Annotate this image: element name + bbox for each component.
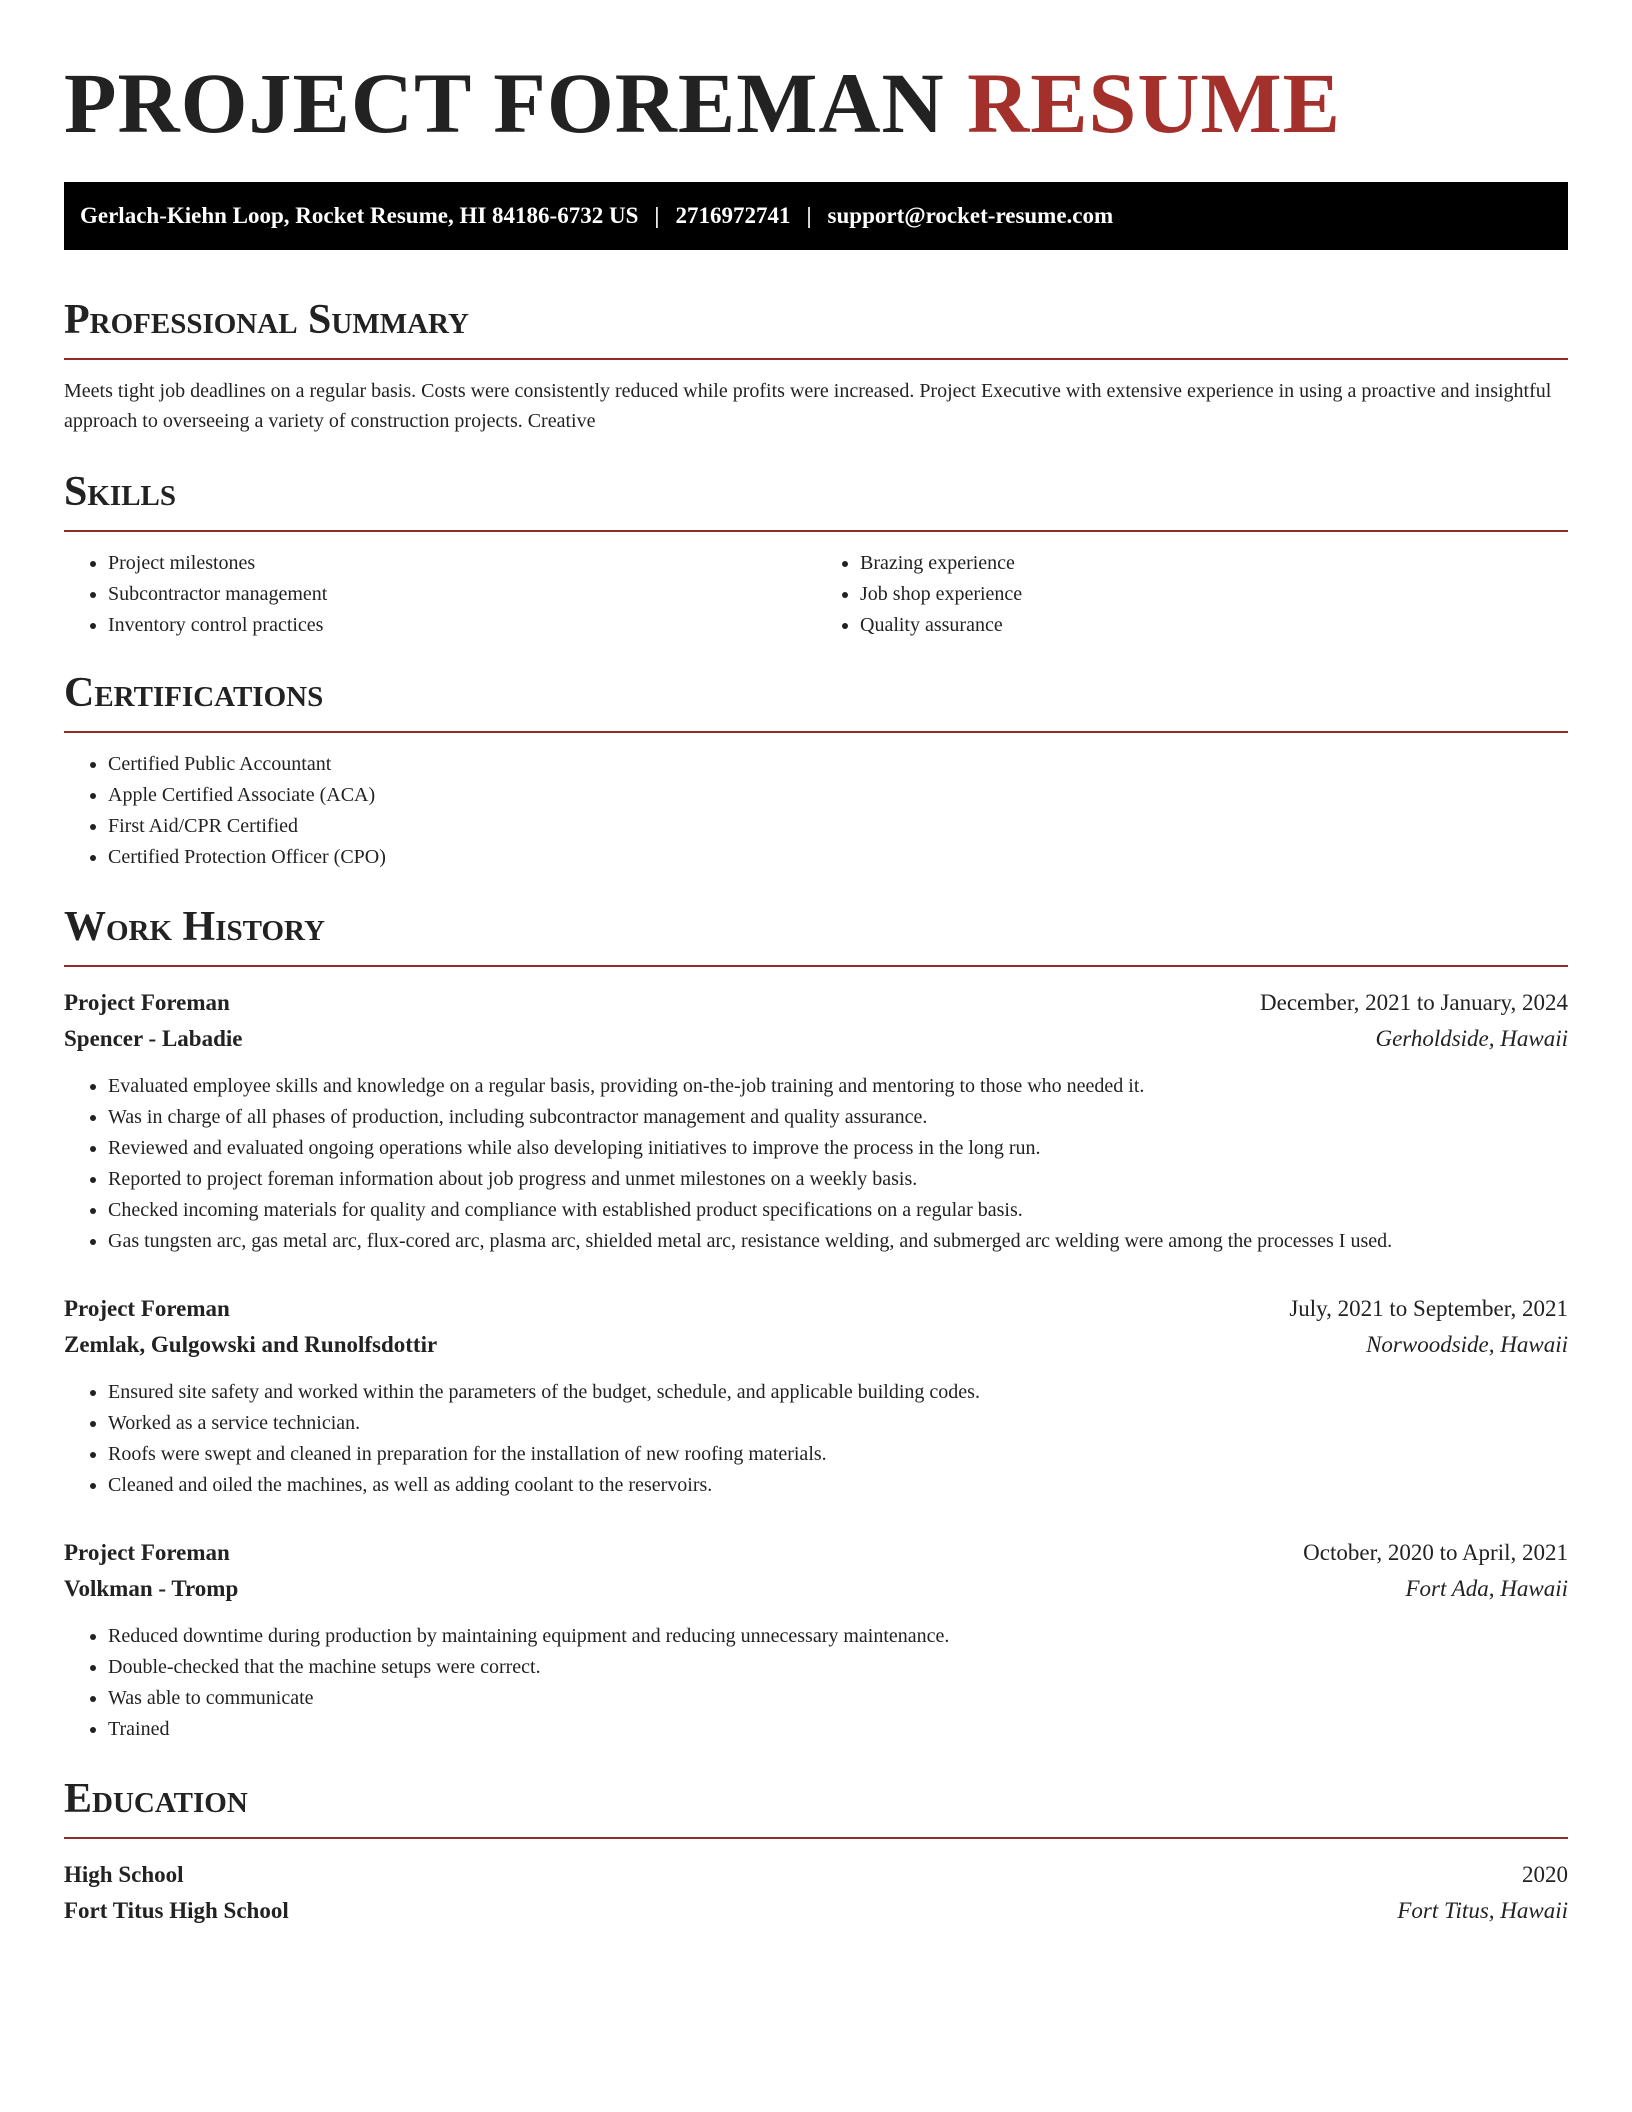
job-duty: • Roofs were swept and cleaned in preparation for the installation of new roofing materials. (108, 1439, 1568, 1470)
job-duty: • Reported to project foreman information about job progress and unmet milestones on a weekly basis. (108, 1164, 1568, 1195)
contact-separator: | (654, 203, 660, 228)
education-location: Fort Titus, Hawaii (1397, 1898, 1568, 1923)
education-school: Fort Titus High School (64, 1898, 289, 1923)
skill-item: • Job shop experience (860, 579, 1568, 610)
job-duties-list (64, 1071, 1568, 1257)
skills-column-right (816, 548, 1568, 641)
job-duty: • Ensured site safety and worked within the parameters of the budget, schedule, and applicable building codes. (108, 1377, 1568, 1408)
job-title: Project Foreman (64, 990, 230, 1015)
job-header-row (64, 1535, 1568, 1571)
skill-item: • Quality assurance (860, 610, 1568, 641)
certification-item: • First Aid/CPR Certified (108, 811, 1568, 842)
education-header-row (64, 1857, 1568, 1893)
job-dates: December, 2021 to January, 2024 (1260, 990, 1568, 1015)
job-company-row (64, 1327, 1568, 1363)
job-company: Spencer - Labadie (64, 1026, 243, 1051)
contact-separator: | (806, 203, 812, 228)
job-duty: • Checked incoming materials for quality and compliance with established product specifications on a regular basis. (108, 1195, 1568, 1226)
education-year: 2020 (1522, 1862, 1568, 1887)
job-header-row (64, 1291, 1568, 1327)
job-duty: • Gas tungsten arc, gas metal arc, flux-cored arc, plasma arc, shielded metal arc, resistance welding, and submerged arc welding were among the processes I used. (108, 1226, 1568, 1257)
contact-email: support@rocket-resume.com (827, 203, 1114, 228)
job-title: Project Foreman (64, 1540, 230, 1565)
job-duty: • Trained (108, 1714, 1568, 1745)
job-company-row (64, 1571, 1568, 1607)
education-heading: Education (64, 1776, 248, 1822)
job-duty: • Evaluated employee skills and knowledge on a regular basis, providing on-the-job training and mentoring to those who needed it. (108, 1071, 1568, 1102)
job-duty: • Worked as a service technician. (108, 1408, 1568, 1439)
job-entry (64, 985, 1568, 1257)
skills-list (64, 548, 1568, 641)
contact-address: Gerlach-Kiehn Loop, Rocket Resume, HI 84186-6732 US (80, 203, 639, 228)
job-company: Volkman - Tromp (64, 1576, 239, 1601)
skill-item: • Brazing experience (860, 548, 1568, 579)
job-company: Zemlak, Gulgowski and Runolfsdottir (64, 1332, 438, 1357)
work-history-heading: Work History (64, 904, 325, 950)
certification-item: • Certified Public Accountant (108, 749, 1568, 780)
job-dates: October, 2020 to April, 2021 (1303, 1540, 1568, 1565)
title-accent: RESUME (967, 55, 1342, 151)
education-school-row (64, 1893, 1568, 1929)
contact-phone: 2716972741 (675, 203, 791, 228)
skill-item: • Subcontractor management (108, 579, 816, 610)
skill-item: • Inventory control practices (108, 610, 816, 641)
contact-bar (64, 182, 1568, 250)
skills-heading: Skills (64, 469, 177, 515)
job-location: Fort Ada, Hawaii (1405, 1576, 1568, 1601)
resume-title (64, 55, 1568, 151)
job-location: Gerholdside, Hawaii (1375, 1026, 1568, 1051)
summary-heading: Professional Summary (64, 297, 469, 343)
job-duty: • Reduced downtime during production by maintaining equipment and reducing unnecessary maintenance. (108, 1621, 1568, 1652)
job-dates: July, 2021 to September, 2021 (1289, 1296, 1568, 1321)
job-duty: • Was able to communicate (108, 1683, 1568, 1714)
job-duties-list (64, 1377, 1568, 1501)
job-location: Norwoodside, Hawaii (1366, 1332, 1568, 1357)
certification-item: • Certified Protection Officer (CPO) (108, 842, 1568, 873)
skill-item: • Project milestones (108, 548, 816, 579)
job-duty: • Reviewed and evaluated ongoing operations while also developing initiatives to improve the process in the long run. (108, 1133, 1568, 1164)
title-main: PROJECT FOREMAN (64, 55, 945, 151)
section-divider (64, 731, 1568, 733)
section-divider (64, 358, 1568, 360)
summary-text: Meets tight job deadlines on a regular basis. Costs were consistently reduced while profits were increased. Project Executive with extensive experience in using a proactive and insightful approach to overseeing a variety of construction projects. Creative (64, 380, 1552, 432)
job-duty: • Was in charge of all phases of production, including subcontractor management and quality assurance. (108, 1102, 1568, 1133)
education-degree: High School (64, 1862, 184, 1887)
skills-column-left (64, 548, 816, 641)
job-company-row (64, 1021, 1568, 1057)
job-entry (64, 1535, 1568, 1745)
job-title: Project Foreman (64, 1296, 230, 1321)
job-entry (64, 1291, 1568, 1501)
job-duty: • Double-checked that the machine setups were correct. (108, 1652, 1568, 1683)
section-divider (64, 530, 1568, 532)
education-entry (64, 1857, 1568, 1929)
certification-item: • Apple Certified Associate (ACA) (108, 780, 1568, 811)
certifications-heading: Certifications (64, 670, 324, 716)
section-divider (64, 1837, 1568, 1839)
certifications-list (64, 749, 1568, 873)
job-duty: • Cleaned and oiled the machines, as well as adding coolant to the reservoirs. (108, 1470, 1568, 1501)
job-header-row (64, 985, 1568, 1021)
section-divider (64, 965, 1568, 967)
job-duties-list (64, 1621, 1568, 1745)
